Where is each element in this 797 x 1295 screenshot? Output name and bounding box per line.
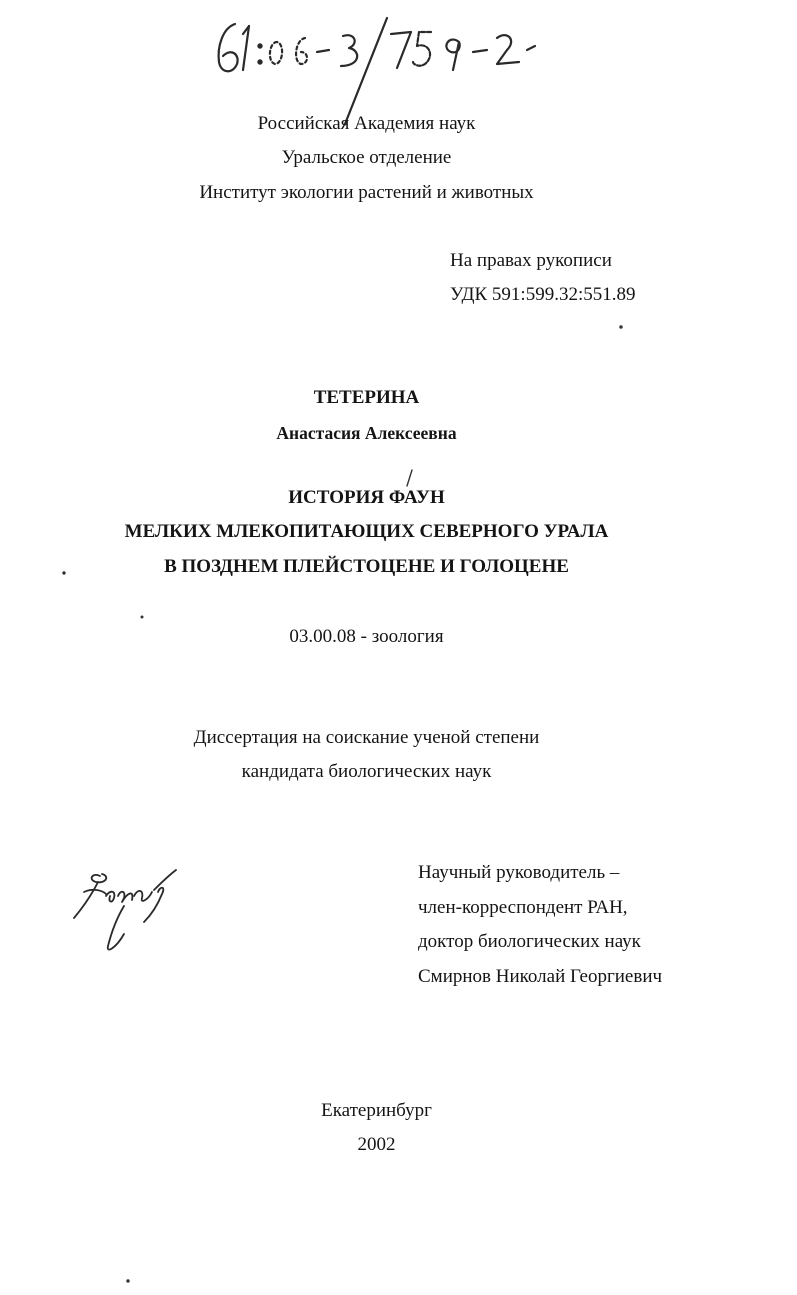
stray-pen-mark bbox=[407, 470, 412, 486]
udc-code: УДК 591:599.32:551.89 bbox=[450, 284, 636, 305]
degree-line-2: кандидата биологических наук bbox=[241, 761, 492, 782]
dissertation-title-line-2: МЕЛКИХ МЛЕКОПИТАЮЩИХ СЕВЕРНОГО УРАЛА bbox=[124, 521, 609, 542]
year: 2002 bbox=[357, 1134, 396, 1155]
scan-speck bbox=[127, 1280, 129, 1282]
supervisor-rank: член-корреспондент РАН, bbox=[418, 897, 628, 918]
manuscript-rights: На правах рукописи bbox=[450, 250, 612, 271]
academy-name: Российская Академия наук bbox=[257, 113, 476, 134]
city: Екатеринбург bbox=[321, 1100, 432, 1121]
dissertation-title-line-1: ИСТОРИЯ ФАУН bbox=[288, 487, 445, 508]
branch-name: Уральское отделение bbox=[281, 147, 452, 168]
scan-speck bbox=[620, 326, 622, 328]
supervisor-role: Научный руководитель – bbox=[418, 862, 620, 883]
dissertation-title-line-3: В ПОЗДНЕМ ПЛЕЙСТОЦЕНЕ И ГОЛОЦЕНЕ bbox=[164, 556, 569, 577]
author-name: Анастасия Алексеевна bbox=[276, 423, 457, 443]
specialty-code: 03.00.08 - зоология bbox=[289, 626, 444, 647]
scan-speck bbox=[63, 572, 65, 574]
author-surname: ТЕТЕРИНА bbox=[313, 387, 420, 408]
degree-line-1: Диссертация на соискание ученой степени bbox=[193, 727, 540, 748]
institute-name: Институт экологии растений и животных bbox=[199, 182, 534, 203]
scan-speck bbox=[141, 616, 143, 618]
supervisor-name: Смирнов Николай Георгиевич bbox=[418, 966, 663, 987]
supervisor-degree: доктор биологических наук bbox=[418, 931, 641, 952]
